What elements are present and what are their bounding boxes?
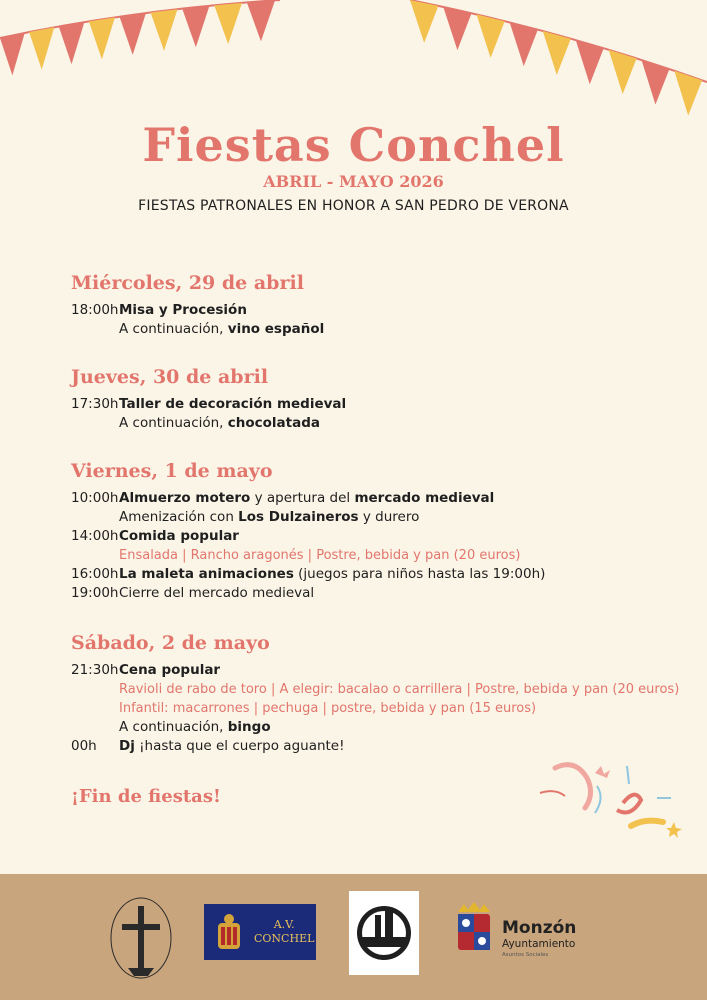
day-thursday	[71, 365, 671, 433]
bunting-flag	[120, 13, 146, 55]
monzon-ayuntamiento-logo	[454, 902, 584, 964]
schedule-row: A continuación, bingo	[119, 719, 271, 735]
schedule-row: Amenización con Los Dulzaineros y durero	[119, 509, 420, 525]
menu-note: Ensalada | Rancho aragonés | Postre, bebida y pan (20 euros)	[119, 548, 521, 563]
monzon-sub: Ayuntamiento	[502, 938, 576, 950]
schedule-row: 10:00h Almuerzo motero y apertura del mercado medieval	[71, 490, 495, 506]
bunting-flag	[182, 6, 209, 47]
monzon-dept: Asuntos Sociales	[502, 952, 549, 958]
schedule-row: A continuación, chocolatada	[119, 415, 321, 431]
monzon-name: Monzón	[502, 918, 577, 938]
page-subtitle: FIESTAS PATRONALES EN HONOR A SAN PEDRO DE VERONA	[138, 198, 569, 214]
schedule-row: 19:00h Cierre del mercado medieval	[71, 585, 315, 601]
day-heading: Jueves, 30 de abril	[71, 366, 269, 388]
menu-note: Infantil: macarrones | pechuga | postre, bebida y pan (15 euros)	[119, 701, 537, 716]
confetti-icon	[535, 758, 685, 843]
day-heading: Viernes, 1 de mayo	[71, 460, 273, 482]
bunting-flag	[0, 33, 25, 76]
santa-agueda-logo	[349, 891, 419, 975]
day-friday	[71, 459, 671, 603]
schedule-row: 14:00h Comida popular	[71, 528, 239, 544]
bunting-flag	[89, 17, 115, 59]
sponsor-footer	[0, 874, 707, 1000]
day-wednesday	[71, 271, 671, 339]
schedule-row: A continuación, vino español	[119, 321, 325, 337]
bunting-flag	[59, 22, 85, 64]
schedule-row: 17:30h Taller de decoración medieval	[71, 396, 347, 412]
bunting-flag	[443, 7, 471, 50]
day-saturday	[71, 631, 680, 756]
bunting-flag	[477, 14, 505, 57]
menu-note: Ravioli de rabo de toro | A elegir: bacalao o carrillera | Postre, bebida y pan (20 euros)	[119, 682, 680, 697]
schedule-row: 21:30h Cena popular	[71, 662, 221, 678]
bunting-flag	[674, 71, 702, 116]
event-dates: ABRIL - MAYO 2026	[263, 172, 444, 191]
day-heading: Sábado, 2 de mayo	[71, 632, 270, 654]
schedule-row: 16:00h La maleta animaciones (juegos para niños hasta las 19:00h)	[71, 566, 546, 582]
bunting-flag	[510, 22, 538, 66]
closing-text: ¡Fin de fiestas!	[71, 786, 221, 807]
bunting-flag	[543, 31, 571, 75]
bunting-flag	[247, 0, 275, 41]
schedule-row: 18:00h Misa y Procesión	[71, 302, 247, 318]
schedule-row: 00h Dj ¡hasta que el cuerpo aguante!	[71, 738, 345, 754]
page-title: Fiestas Conchel	[142, 118, 565, 172]
day-heading: Miércoles, 29 de abril	[71, 272, 304, 294]
av-conchel-logo	[204, 904, 316, 960]
bunting-flag	[151, 9, 178, 51]
bunting-flag	[214, 3, 242, 44]
bunting-flag	[410, 0, 438, 43]
av-conchel-label: A.V. CONCHEL	[254, 918, 315, 945]
bunting-flag	[29, 27, 54, 69]
asociacion-mujeres-logo	[108, 896, 174, 980]
